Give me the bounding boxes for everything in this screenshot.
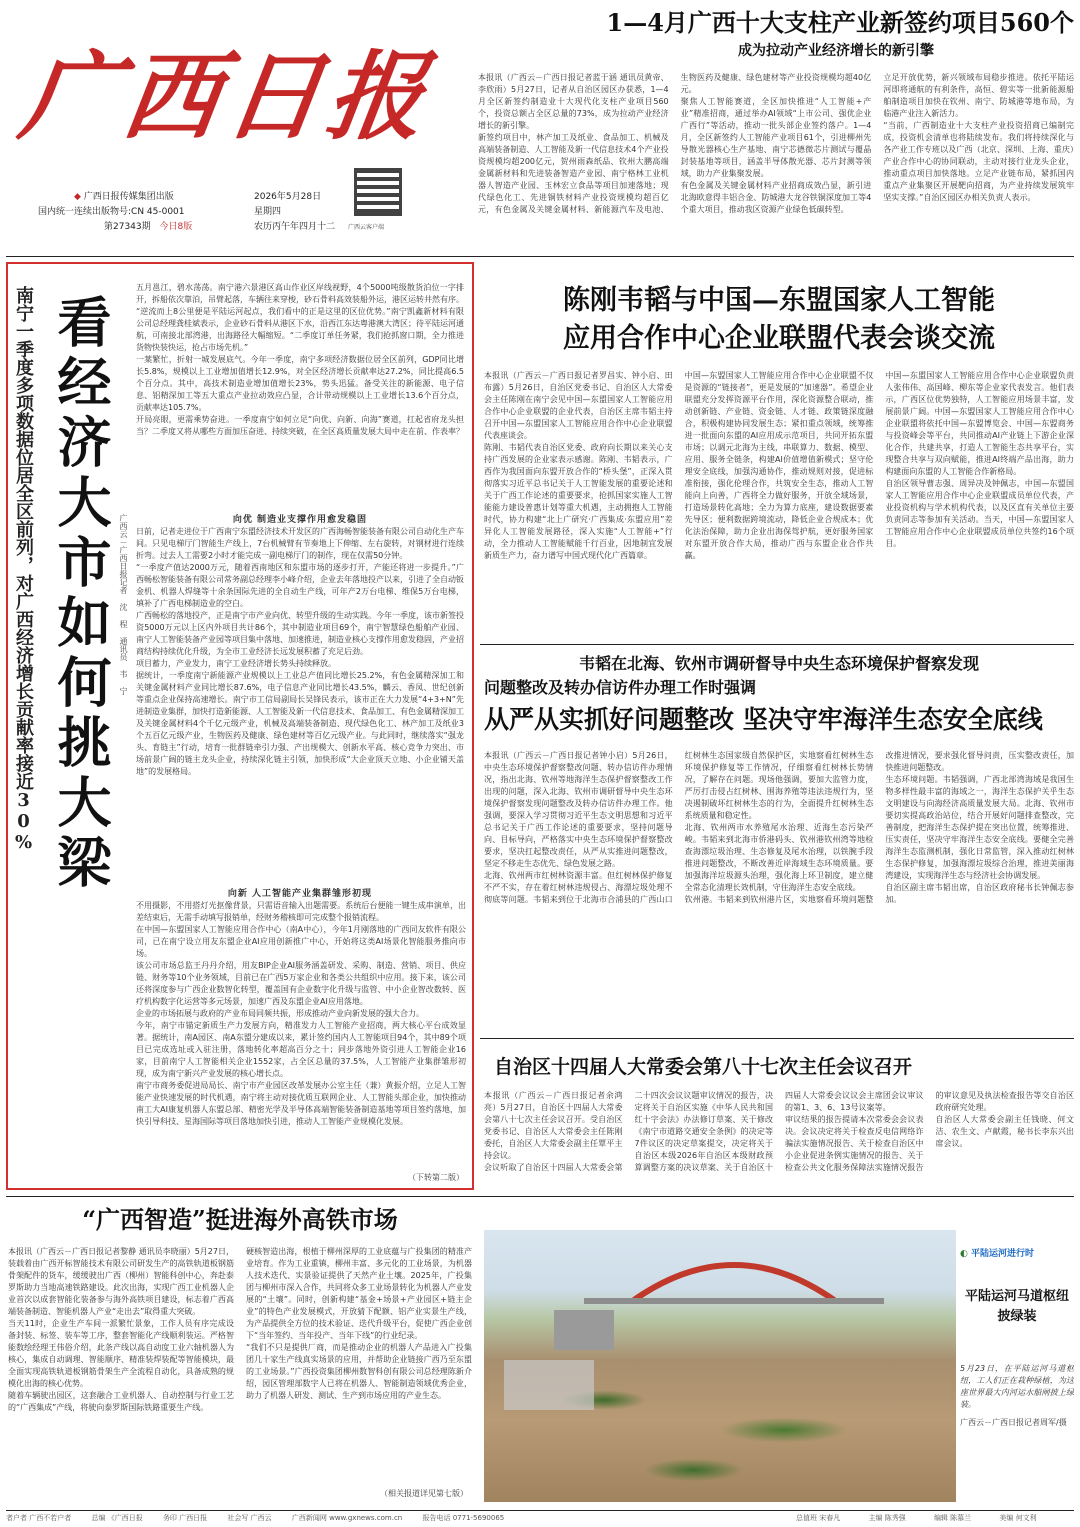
- footer-item: 者户者 广西不若户者: [6, 1514, 72, 1522]
- cn-number: 国内统一连续出版物号:CN 45-0001: [38, 207, 185, 217]
- lead-headline: 1—4月广西十大支柱产业新签约项目560个: [606, 8, 1074, 37]
- npc-headline: 自治区十四届人大常委会第八十七次主任会议召开: [494, 1056, 913, 1078]
- feature-byline: 广西云－广西日报记者 沈 程 通讯员 韦 宁: [119, 514, 128, 695]
- lead-story: [478, 6, 1074, 254]
- feature-title: 看经济大市如何挑大梁: [49, 294, 113, 894]
- asean-headline-1: 陈刚韦韬与中国—东盟国家人工智能: [563, 285, 995, 316]
- asean-story: [484, 262, 1074, 640]
- publisher: ◆ 广西日报传媒集团出版: [74, 192, 174, 202]
- footer-item: 美编 何文利: [999, 1514, 1037, 1522]
- photo-credit: 广西云－广西日报记者周军/摄: [960, 1418, 1067, 1427]
- footer-item: 主编 陈秀强: [868, 1514, 906, 1522]
- photo-title: 平陆运河马道枢纽披绿装: [964, 1289, 1069, 1324]
- rule: [6, 256, 1074, 257]
- rail-story: [8, 1200, 472, 1502]
- masthead: [14, 8, 474, 258]
- rule: [6, 1196, 1074, 1197]
- rail-headline: “广西智造”挺进海外高铁市场: [82, 1205, 398, 1234]
- feature-body-bottom: 不用摄影，不用搭灯光抠像背景，只需语音输入出题需要。系统后台便能一键生成串演单，出差结束后，无需手动填写报销单，经财务稽核即可完成整个报销流程。 在中国—东盟国家人工智能应用合作中心（南A中心），今年1月刚落地的广西同友软件有限公司，已在南宁设立用友东盟企业AI应用创新推广中心，开始将这类AI场景化智能服务推向市场。 该公司市场总监王丹丹介绍，用友BIP企业AI服务涵盖研发、采购、制造、营销、项目、供应链、财务等10个业务领域，目前已在广西5万家企业和各类公共组织中应用。接下来，该公司还将深度参与广西企业数智化转型，覆盖国有企业数字化升级与监管、中小企业智改数转、医疗机构数字化运营等多元场景，加速广西及东盟企业AI应用落地。 企业的市场拓展与政府的产业布局同频共振，形成推动产业向新发展的强大合力。 今年，南宁市锚定新质生产力发展方向，精准发力人工智能产业招商，两大核心平台成效显著。据统计，南A园区、南A东盟分建成以来，累计签约国内人工智能项目94个，其中89个项目已完成选址或入驻注册，落地转化率超高百分之十；同步落地外资引进人工智能企业16家，目前南宁人工智能相关企业1552家，占全区总量的37.5%，人工智能产业集群雏形初现，成为南宁新兴产业发展的核心增长点。 南宁市商务委促进局局长、南宁市产业园区改革发展办公室主任（兼）黄振介绍，立足人工智能产业快速发展的时代机遇，南宁将主动对接优质互联网企业、人工智能头部企业，加快推动南工大AI康复机器人东盟总部、精密光学及半导体高端智能装备制造基地等项目签约落地，加快引导科技、星海国际等项目落地加快引进，推动人工智能产业规模化发展。: [14, 900, 466, 1168]
- npc-body: 本报讯（广西云－广西日报记者余鸿亮）5月27日，自治区十四届人大常委会第八十七次主任会议召开。受自治区党委书记、自治区人大常委会主任陈刚委托，自治区人大常委会副主任覃平主持会议。 会议听取了自治区十四届人大常委会第二十四次会议议题审议情况的报告，决定将关于自治区实施《中华人民共和国红十字会法》办法修订草案、关于修改《南宁市道路交通安全条例》的决定等7件议区的决定草案提交，决定将关于自治区本级2026年自治区本级财政预算调整方案的决议草案、关于自治区十四届人大常委会议议会主席团会议审议的第1、3、6、13号议案等。 审议结果的报告提请本次常委会会议表决。会议决定将关于检查反电信网络诈骗法实施情况报告、关于检查自治区中小企业促进条例实施情况的报告、关于检查公共文化服务保障法实施情况报告的审议意见及执法检查报告等交自治区政府研究处理。 自治区人大常委会副主任钱晓、何文洁、农生文、卢献霞，秘书长李东兴出席会议。: [484, 1091, 1074, 1172]
- footer-item: 编辑 陈慕兰: [933, 1514, 972, 1522]
- masthead-title: 广西日报: [14, 40, 439, 153]
- rule: [6, 1510, 1074, 1511]
- rule: [480, 1038, 1074, 1039]
- footer-item: 总值班 宋春凡: [796, 1514, 841, 1522]
- footer: [6, 1513, 1074, 1525]
- rule: [480, 644, 1074, 645]
- issue-date: 2026年5月28日: [254, 192, 322, 202]
- feature-body-mid: 日前，记者走进位于广西南宁东盟经济技术开发区的广西海畅智能装备有限公司自动化生产车间。只见电梯厅门智能生产线上，7台机械臂有节奏地上下伸缩、左右旋转，对钢材进行连续折弯。过去人工需要2小时才能完成一副电梯厅门的制作，现在仅需50分钟。 “一季度产值达2000万元，随着西南地区和东盟市场的逐步打开，产能还将进一步提升。”广西畅松智能装备有限公司常务副总经理李小峰介绍，企业去年落地投产以来，引进了全自动钣金机、机器人焊缝等十余条国际先进的全自动生产线，可年产2万台电梯、维保5万台电梯，填补了广西电梯制造业的空白。 广西畅松的落地投产，正是南宁市产业向优、转型升级的生动实践。今年一季度，该市新签投资5000万元以上区内外项目共计86个，其中制造业项目69个，南宁智慧绿色船舶产业园、南宁人工智能装备产业园等项目集中落地、加速推进，制造业核心支撑作用愈发稳固，产业招商结构持续优化升级，为全市工业经济长远发展积蓄了充足后劲。 项目蓄力，产业发力，南宁工业经济增长势头持续释放。 据统计，一季度南宁新能源产业规模以上工业总产值同比增长25.2%，有色金属精深加工和关键金属材料产业同比增长87.6%，电子信息产业同比增长43.5%，麟云、香凤、世纪创新等重点企业保持高速增长。南宁市工信局副局长吴锋民表示，该市正在大力发展“4+3+N”先进制造业集群，加快打造新能源、人工智能及新一代信息技术、食品加工、有色金属精深加工及关键金属材料4个千亿元级产业，机械及高端装备制造、现代绿色化工、林产加工及纸业3个五百亿元级产业，生物医药及健康、绿色建材等百亿元级产业。与此同时，继续落实“强龙头、育链主”行动，培育一批群链牵引力强、产出规模大、创新水平高、核心竞争力突出、市场前景广阔的链主龙头企业，持续深化链主引领，加快形成“大企业顶天立地、小企业铺天盖地”的发展格局。: [136, 527, 464, 776]
- feature-section-2: 向新 人工智能产业集群雏形初现: [136, 882, 464, 903]
- rail-body: 本报讯（广西云－广西日报记者黎静 通讯员李晓丽）5月27日，装载着由广西开标智能技术有限公司研发生产的高铁轨道板钢筋骨架配件的货车，缓缓驶出广西（柳州）智能科创中心，奔赴泰罗斯助力当地高速铁路建设。此次出海，实现广西工业机器人企业首次以成套智能化装备参与海外高铁项目建设，标志着广西高端装备制造、智能机器人产业“走出去”取得重大突破。 当天11时，企业生产车间一派繁忙景象，工作人员有序完成设备封装、标签、装车等工序，整套智能化产线顺利装运。严格智能数绘经理王伟俗介绍，此条产线以高自动度工业六轴机器人为核心，集成自动调理、智能顺序、精准装焊装配等智能模块，最全面实现高铁轨道板钢筋骨架生产全流程自动化，具备成熟的规模化出海的核心优势。 随着车辆驶出园区，这套融合工业机器人、自动控制与行业工艺的“广西集成”产线，将驶向泰罗斯国际铁路重要生产线。 硬核智造出海，根植于柳州深厚的工业底蕴与广投集团的精准产业培育。作为工业重镇，柳州丰富、多元化的工业场景，为机器人技术迭代、实景验证提供了天然产业土壤。2025年，广投集团与柳州市深入合作，共同将众多工业场景转化为机器人产业发展的“土壤”。同时，创新构建“基金+场景+产业园区+链主企业”的特色产业发展模式，开放猜下配额、铝产业实景生产线，为产品提供全方位的技术验证、迭代升级平台，促使广西企业创下“当年签约、当年投产、当年下线”的行业纪录。 “我们不只是提供厂商，而是推动企业的机器人产品进入广投集团几十家生产线真实场景的应用，并帮助企业链接广西乃至东盟的工业场景。”广西投资集团柳州数智科创有限公司总经理陈新介绍，园区管理部数字人已将在机器人、智能制造领域优秀企业，助力了机器人研发、测试、生产到市场应用的产业生态。: [8, 1247, 472, 1412]
- photo-sidebar: [960, 1246, 1074, 1506]
- publisher-logo-icon: ◆: [74, 192, 81, 202]
- rail-footnote: （相关报道详见第七版）: [380, 1489, 468, 1498]
- footer-item: 广西新闻网 www.gxnews.com.cn: [291, 1514, 403, 1522]
- photo-caption: 5月23日，在平陆运河马道枢纽，工人们正在栽种绿植，为这座世界最大内河运水船闸披上绿装。: [960, 1364, 1074, 1409]
- feature-subtitle: 南宁一季度多项数据位居全区前列，对广西经济增长贡献率接近30%: [13, 286, 34, 853]
- eco-headline-1: 韦韬在北海、钦州市调研督导中央生态环境保护督察发现: [578, 654, 979, 673]
- feature-section-1: 向优 制造业支撑作用愈发稳固: [232, 515, 368, 525]
- feature-frame: [6, 262, 474, 1190]
- qr-code: [354, 168, 402, 216]
- eco-headline-2: 问题整改及转办信访件办理工作时强调: [484, 678, 757, 697]
- footer-item: 报告电话 0771-5690065: [422, 1514, 505, 1522]
- footer-item: 总编 《广西日报: [91, 1514, 143, 1522]
- feature-body-top: 五月邕江，碧水荡荡。南宁港六景港区高山作业区岸线视野，4个5000吨级散货泊位一字排开，拆船依次靠泊，吊臂起落，车辆往来穿梭，砂石骨料高效装船外运，港区运转井然有序。 “逆流而上8公里便是平陆运河起点，我们看中的正是这里的区位优势。”南宁凯鑫新材料有限公司总经理龚桂斌表示，企业砂石骨料从港区下水，沿西江东达粤港澳大湾区；待平陆运河通航，可南接北部湾港，出海路径大幅缩短。“二季度订单任务紧，我们抢抓窗口期，全力推进货物快装快运，抢占市场先机。” 一葉繁忙，折射一城发展底气。今年一季度，南宁多项经济数据位居全区前列，GDP同比增长5.8%，规模以上工业增加值增长12.9%，对全区经济增长贡献率达27.2%，同比提高6.5个百分点。其中，高技术制造业增加值增长23%，势头迅猛。备受关注的新能源、电子信息、铝精深加工等五大重点产业拉动效应凸显，合计带动规模以上工业增长13.6个百分点，贡献率达105.7%。 开局亮眼，更需乘势奋进。一季度南宁如何立足“向优、向新、向海”赛道，扛起省府龙头担当？二季度又将从哪些方面加压奋进、持续突破，在全区高质量发展大局中走在前、作表率？: [136, 283, 464, 436]
- canal-logo-icon: ◐: [960, 1249, 968, 1259]
- issue-number: 第27343期 今日8版: [104, 222, 193, 232]
- lead-body: 本报讯（广西云－广西日报记者蓝于涵 通讯员黄帝、李欣雨）5月27日，记者从自治区园区办获悉，1—4月全区新签约制造业十大现代化支柱产业项目560个，投资总额占全区总量的73%，成为拉动产业经济增长的新引擎。 新签约项目中，林产加工及纸业、食品加工、机械及高端装备制造、人工智能及新一代信息技术4个产业投资规模均超200亿元，贺州雨森纸品、钦州大鹏高端金属新材料和先进装备智造产业园、南宁格林工业机器人智造产业园、玉林宏立食品等项目加速落地；现代绿色化工、先进铜铁材料产业投资规模均超百亿元，有色金属及关键金属材料、新能源汽车及电池、生物医药及健康、绿色建材等产业投资规模均超40亿元。 聚焦人工智能赛道，全区加快推进“人工智能+产业”精准招商，通过举办AI领域“上市公司、强优企业广西行”等活动，推动一批头部企业签约落户。1—4月，全区新签约人工智能产业项目61个，引进柳州先导散光器核心生产基地、南宁芯德微芯片测试与覆晶封装基地等项目，涵盖半导体散光器、芯片封测等领域，助力产业集聚发展。 有色金属及关键金属材料产业招商成效凸显，新引进北海欧意得丰铝合金、防城港大龙谷铁铜深度加工等4个重大项目，推动我区资源产业绿色低碳转型。 立足开放优势，新兴领域布局稳步推进。依托平陆运河即将通航的有利条件，高恒、碧实等一批新能源船舶制造项目加快在钦州、南宁、防城港等地布局，为临港产业注入新活力。 “当前，广西制造业十大支柱产业投资招商已编制完成，投资机会清单也将陆续发布。我们将持续深化与各产业工作专班以及广西（北京、深圳、上海、重庆）产业合作中心的协同联动，主动对接行业龙头企业，推动重点项目加快落地。立足产业链布局，紧抓国内重点产业集聚区开展靶向招商，为产业持续发展筑牢坚实支撑。”自治区园区办相关负责人表示。: [478, 73, 1074, 214]
- qr-label: 广西云客户端: [348, 224, 385, 231]
- lunar-date: 农历丙午年四月十二: [254, 222, 336, 232]
- eco-main-headline: 从严从实抓好问题整改 坚决守牢海洋生态安全底线: [484, 705, 1043, 734]
- npc-story: [484, 1046, 1074, 1196]
- feature-continued: （下转第二版）: [408, 1173, 464, 1182]
- asean-body: 本报讯（广西云－广西日报记者罗昌实、钟小启、田布露）5月26日，自治区党委书记、自治区人大常委会主任陈刚在南宁会见中国—东盟国家人工智能应用合作中心企业联盟的企业代表，自治区主席韦韬主持召开中国—东盟国家人工智能应用合作中心企业联盟代表座谈会。 陈刚、韦韬代表自治区党委、政府向长期以来关心支持广西发展的企业家表示感谢。陈刚、韦韬表示，广西作为我国面向东盟开放合作的“桥头堡”，正深入贯彻落实习近平总书记关于人工智能发展的重要论述和关于广西工作论述的重要要求，抢抓国家实施人工智能能力建设普惠计划等重大机遇，主动拥抱人工智能时代，协力构建“北上广研究·广西集成·东盟应用”差异化人工智能发展路径，深入实施“人工智能+”行动，全力推动人工智能赋能千行百业，因地制宜发展新质生产力，奋力谱写中国式现代化广西篇章。 中国—东盟国家人工智能应用合作中心企业联盟不仅是资源的“链接者”，更是发展的“加速器”。希望企业联盟充分发挥资源平台作用，深化资源整合联动，推动创新链、产业链、资金链、人才链、政策链深度融合，积极构建协同发展生态；紧扣重点领域，统筹推进一批面向东盟的AI应用成示范项目，共同开拓东盟市场；以调元北海为主线，串联算力、数据、模型、应用、服务全链条，构建AI价值增值新模式；坚守伦理安全底线，加强沟通协作，推动规则对接，促进标准衔接，强化伦理合作，共筑安全生态，推动人工智能向上向善，广西将全力做好服务，开放全域场景，打造场景转化高地；全力为算力底座，建设数据要素先导区；便利数据跨境流动，降低企业合规成本；优化法治保障，助力企业出海保驾护航，更好服务国家对东盟开放合作大局，推动广西与东盟企业合作共赢。 中国—东盟国家人工智能应用合作中心企业联盟负责人张伟伟、高国峰、柳东等企业家代表发言。他们表示，广西区位优势独特，人工智能应用场景丰富，发展前景广阔。中国—东盟国家人工智能应用合作中心企业联盟将依托中国—东盟博览会、中国—东盟商务与投资峰会等平台，共同推动AI产业链上下游企业深化合作，共建共享，打造人工智能生态共享平台，实现整合共享与双向赋能，推进AI终端产品出海，助力构建面向东盟的人工智能合作新格局。 自治区领导曹志强、周异决及钟佩志，中国—东盟国家人工智能应用合作中心企业联盟成员单位代表，产业投资机构与学术机构代表，以及区直有关单位主要负责同志等参加有关活动。当天，中国—东盟国家人工智能应用合作中心企业联盟成员单位共签约16个项目。: [484, 371, 1074, 560]
- canal-photo: [484, 1230, 956, 1502]
- bridge-illustration: [484, 1230, 956, 1502]
- eco-body: 本报讯（广西云－广西日报记者钟小启）5月26日，中央生态环境保护督察整改问题、转办信访件办理情况，指出北海、钦州等地海洋生态保护督察整改工作出现的问题，深入北海、钦州市调研督导中央生态环境保护督察发现问题整改及转办信访件办理工作。他强调，要深入学习贯彻习近平生态文明思想和习近平总书记关于广西工作论述的重要要求，坚持问题导向、目标导向，严格落实中央生态环境保护督察整改要求，坚决扛起整改责任，从严从实推进问题整改，坚定不移走生态优先、绿色发展之路。 北海、钦州两市红树林资源丰富。但红树林保护修复不严不实，存在着红树林违规侵占、海漂垃圾处理不彻底等问题。韦韬来到位于北海市合浦县的广西山口红树林生态国家级自然保护区，实地察看红树林生态环境保护修复等工作情况，仔细察看红树林长势情况，了解存在问题。现场他强调，要加大监管力度，严厉打击侵占红树林、围海养殖等违法违规行为，坚决遏制破坏红树林生态的行为，全面提升红树林生态系统质量和稳定性。 北海、钦州两市水养殖尾水治理、近海生态污染严峻。韦韬来到北海市侨港码头、钦州港钦州湾等地检查海漂垃圾治理、生态修复及尾水治理，以铁腕手段推进问题整改，不断改善近岸海域生态环境质量。要加强海洋垃圾源头治理，强化海上环卫制度，建立健全常态化清理长效机制，守住海洋生态安全底线。 钦州港。韦韬来到钦州港片区，实地察看环境问题整改推进情况，要求强化督导问责，压实整改责任，加快推进问题整改。 生态环境问题。韦韬强调，广西北部湾海域是我国生物多样性最丰富的海域之一，海洋生态保护关乎生态文明建设与向海经济高质量发展大局。北海、钦州市要切实提高政治站位，结合开展好问题排查整改，完善制度，把海洋生态保护提在突出位置，统筹推进、压实责任，坚决守牢海洋生态安全底线。要健全完善海洋生态监测机制，强化日常监管，深入推动红树林生态保护修复，加强海漂垃圾综合治理，推进美丽海湾建设，实现海洋生态与经济社会协调发展。 自治区副主席韦韬出席，自治区政府秘书长钟佩志参加。: [484, 751, 1074, 904]
- footer-item: 社会写 广西云: [227, 1514, 272, 1522]
- footer-item: 务印 广西日报: [162, 1514, 208, 1522]
- weekday: 星期四: [254, 207, 282, 217]
- asean-headline-2: 应用合作中心企业联盟代表会谈交流: [563, 323, 995, 354]
- lead-subhead: 成为拉动产业经济增长的新引擎: [738, 43, 934, 59]
- canal-brand: ◐ 平陆运河进行时: [960, 1249, 1035, 1259]
- eco-story: [484, 652, 1074, 1032]
